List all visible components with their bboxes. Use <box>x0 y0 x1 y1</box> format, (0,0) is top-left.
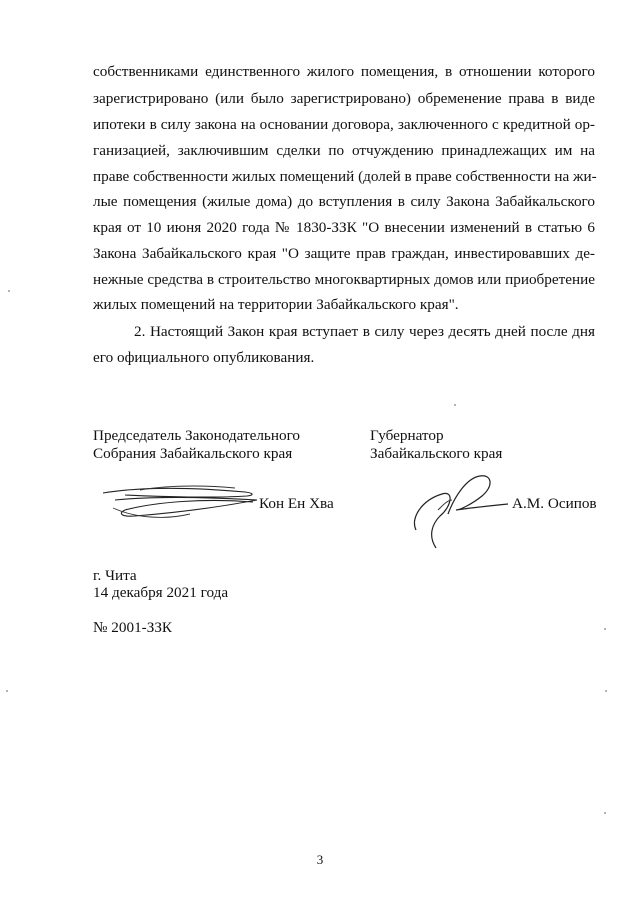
left-signature-image <box>95 478 265 526</box>
body-line: ганизацией, заключившим сделки по отчуждению принадлежащих им на <box>93 142 595 159</box>
left-signatory-title-line1: Председатель Законодательного <box>93 427 301 444</box>
left-signatory-title-line2: Собрания Забайкальского края <box>93 445 293 462</box>
scan-speck <box>605 690 607 692</box>
right-signatory-name: А.М. Осипов <box>512 495 597 512</box>
right-signatory-title-line2: Забайкальского края <box>370 445 503 462</box>
body-line: лые помещения (жилые дома) до вступления в силу Закона Забайкальского <box>93 193 595 210</box>
scan-speck <box>604 812 606 814</box>
scan-speck <box>454 404 456 406</box>
scan-speck <box>8 290 10 292</box>
signing-date: 14 декабря 2021 года <box>93 584 229 601</box>
body-line: собственниками единственного жилого помещения, в отношении которого <box>93 63 595 80</box>
left-signatory-name: Кон Ен Хва <box>259 495 334 512</box>
right-signature-image <box>408 470 513 552</box>
body-line: праве собственности жилых помещений (долей в праве собственности на жи- <box>93 168 597 185</box>
body-line: ипотеки в силу закона на основании договора, заключенного с кредитной ор- <box>93 116 595 133</box>
body-line: зарегистрировано (или было зарегистрировано) обременение права в виде <box>93 90 595 107</box>
scan-speck <box>6 690 8 692</box>
right-signatory-title-line1: Губернатор <box>370 427 444 444</box>
body-line: края от 10 июня 2020 года № 1830-ЗЗК "О внесении изменений в статью 6 <box>93 219 595 236</box>
item-2-line: его официального опубликования. <box>93 349 315 366</box>
body-line: Закона Забайкальского края "О защите прав граждан, инвестировавших де- <box>93 245 595 262</box>
body-line: нежные средства в строительство многоквартирных домов или приобретение <box>93 271 595 288</box>
law-number: № 2001-ЗЗК <box>93 619 173 636</box>
page-number: 3 <box>316 852 324 867</box>
scan-speck <box>604 628 606 630</box>
body-line: жилых помещений на территории Забайкальского края". <box>93 296 459 313</box>
item-2-line: 2. Настоящий Закон края вступает в силу через десять дней после дня <box>134 323 595 340</box>
place-of-signing: г. Чита <box>93 567 137 584</box>
